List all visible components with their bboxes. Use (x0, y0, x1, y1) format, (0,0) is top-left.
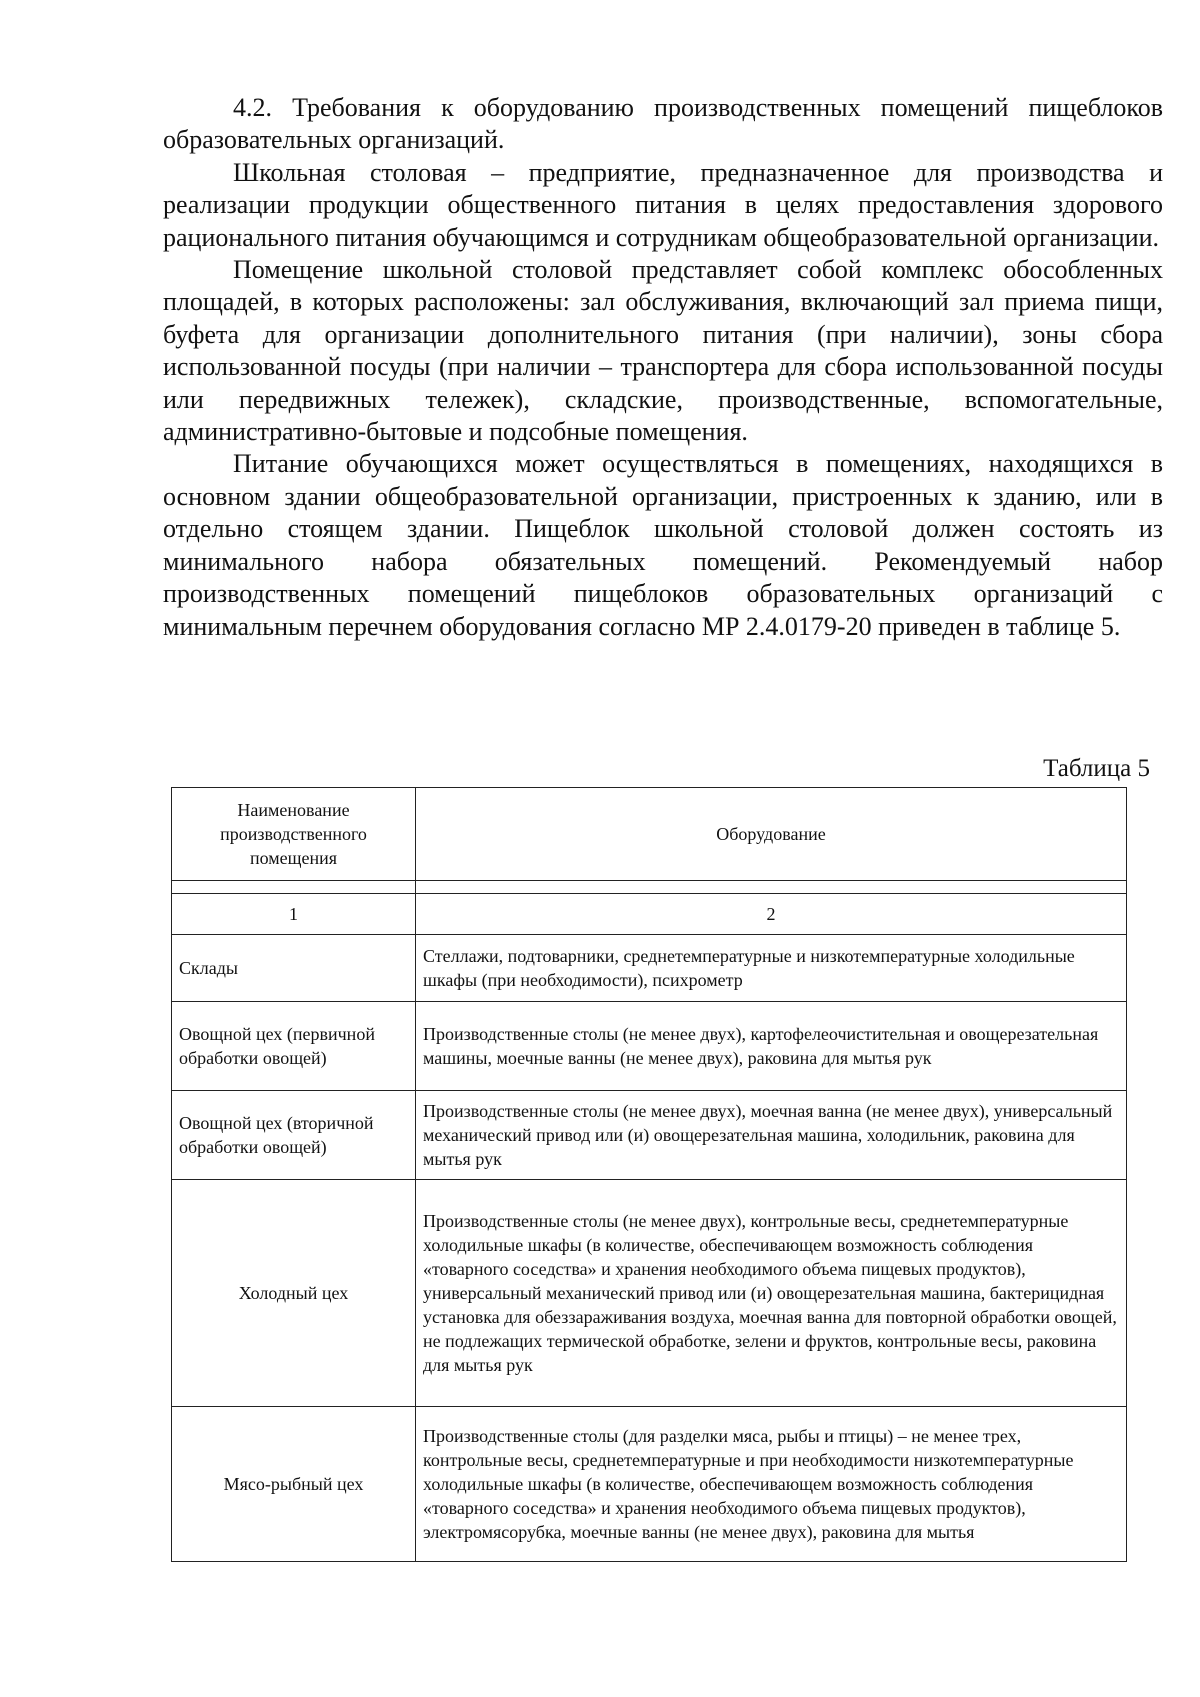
column-number-1: 1 (172, 894, 416, 935)
equipment-list: Стеллажи, подтоварники, среднетемпературные и низкотемпературные холодильные шкафы (при необходимости), психрометр (416, 935, 1127, 1002)
room-name: Склады (172, 935, 416, 1002)
table-row (172, 1180, 1127, 1407)
table-row (172, 1091, 1127, 1180)
table-header-row (172, 788, 1127, 881)
paragraph-school-canteen: Школьная столовая – предприятие, предназначенное для производства и реализации продукции общественного питания в целях предоставления здорового рационального питания обучающимся и сотрудникам общеобразовательной организации. (163, 157, 1163, 252)
table-row (172, 1407, 1127, 1562)
table-row (172, 1002, 1127, 1091)
equipment-list: Производственные столы (для разделки мяса, рыбы и птицы) – не менее трех, контрольные весы, среднетемпературные и при необходимости низкотемпературные холодильные шкафы (в количестве, обеспечивающем возможность соблюдения «товарного соседства» и хранения необходимого объема пищевых продуктов), электромясорубка, моечные ванны (не менее двух), раковина для мытья (416, 1407, 1127, 1562)
column-number-2: 2 (416, 894, 1127, 935)
equipment-table (171, 787, 1127, 1562)
body-text (163, 92, 1163, 643)
equipment-list: Производственные столы (не менее двух), контрольные весы, среднетемпературные холодильные шкафы (в количестве, обеспечивающем возможность соблюдения «товарного соседства» и хранения необходимого объема пищевых продуктов), универсальный механический привод или (и) овощерезательная машина, бактерицидная установка для обеззараживания воздуха, моечная ванна для повторной обработки овощей, не подлежащих термической обработке, зелени и фруктов, контрольные весы, раковина для мытья рук (416, 1180, 1127, 1407)
paragraph-canteen-premises: Помещение школьной столовой представляет собой комплекс обособленных площадей, в которых расположены: зал обслуживания, включающий зал приема пищи, буфета для организации дополнительного питания (при наличии), зоны сбора использованной посуды (при наличии – транспортера для сбора использованной посуды или передвижных тележек), складские, производственные, вспомогательные, административно-бытовые и подсобные помещения. (163, 255, 1163, 447)
paragraph-catering-location: Питание обучающихся может осуществляться в помещениях, находящихся в основном здании общеобразовательной организации, пристроенных к зданию, или в отдельно стоящем здании. Пищеблок школьной столовой должен состоять из минимального набора обязательных помещений. Рекомендуемый набор производственных помещений пищеблоков образовательных организаций с минимальным перечнем оборудования согласно МР 2.4.0179-20 приведен в таблице 5. (163, 449, 1163, 641)
equipment-list: Производственные столы (не менее двух), моечная ванна (не менее двух), универсальный механический привод или (и) овощерезательная машина, холодильник, раковина для мытья рук (416, 1091, 1127, 1180)
column-number-row (172, 894, 1127, 935)
room-name: Овощной цех (вторичной обработки овощей) (172, 1091, 416, 1180)
room-name: Мясо-рыбный цех (172, 1407, 416, 1562)
room-name: Овощной цех (первичной обработки овощей) (172, 1002, 416, 1091)
table-caption: Таблица 5 (1043, 755, 1150, 782)
header-equipment: Оборудование (416, 788, 1127, 881)
header-room-name: Наименование производственного помещения (172, 788, 416, 881)
equipment-list: Производственные столы (не менее двух), картофелеочистительная и овощерезательная машины, моечные ванны (не менее двух), раковина для мытья рук (416, 1002, 1127, 1091)
table-row (172, 935, 1127, 1002)
header-gap (172, 881, 1127, 894)
section-heading-paragraph: 4.2. Требования к оборудованию производственных помещений пищеблоков образовательных организаций. (163, 93, 1163, 155)
room-name: Холодный цех (172, 1180, 416, 1407)
